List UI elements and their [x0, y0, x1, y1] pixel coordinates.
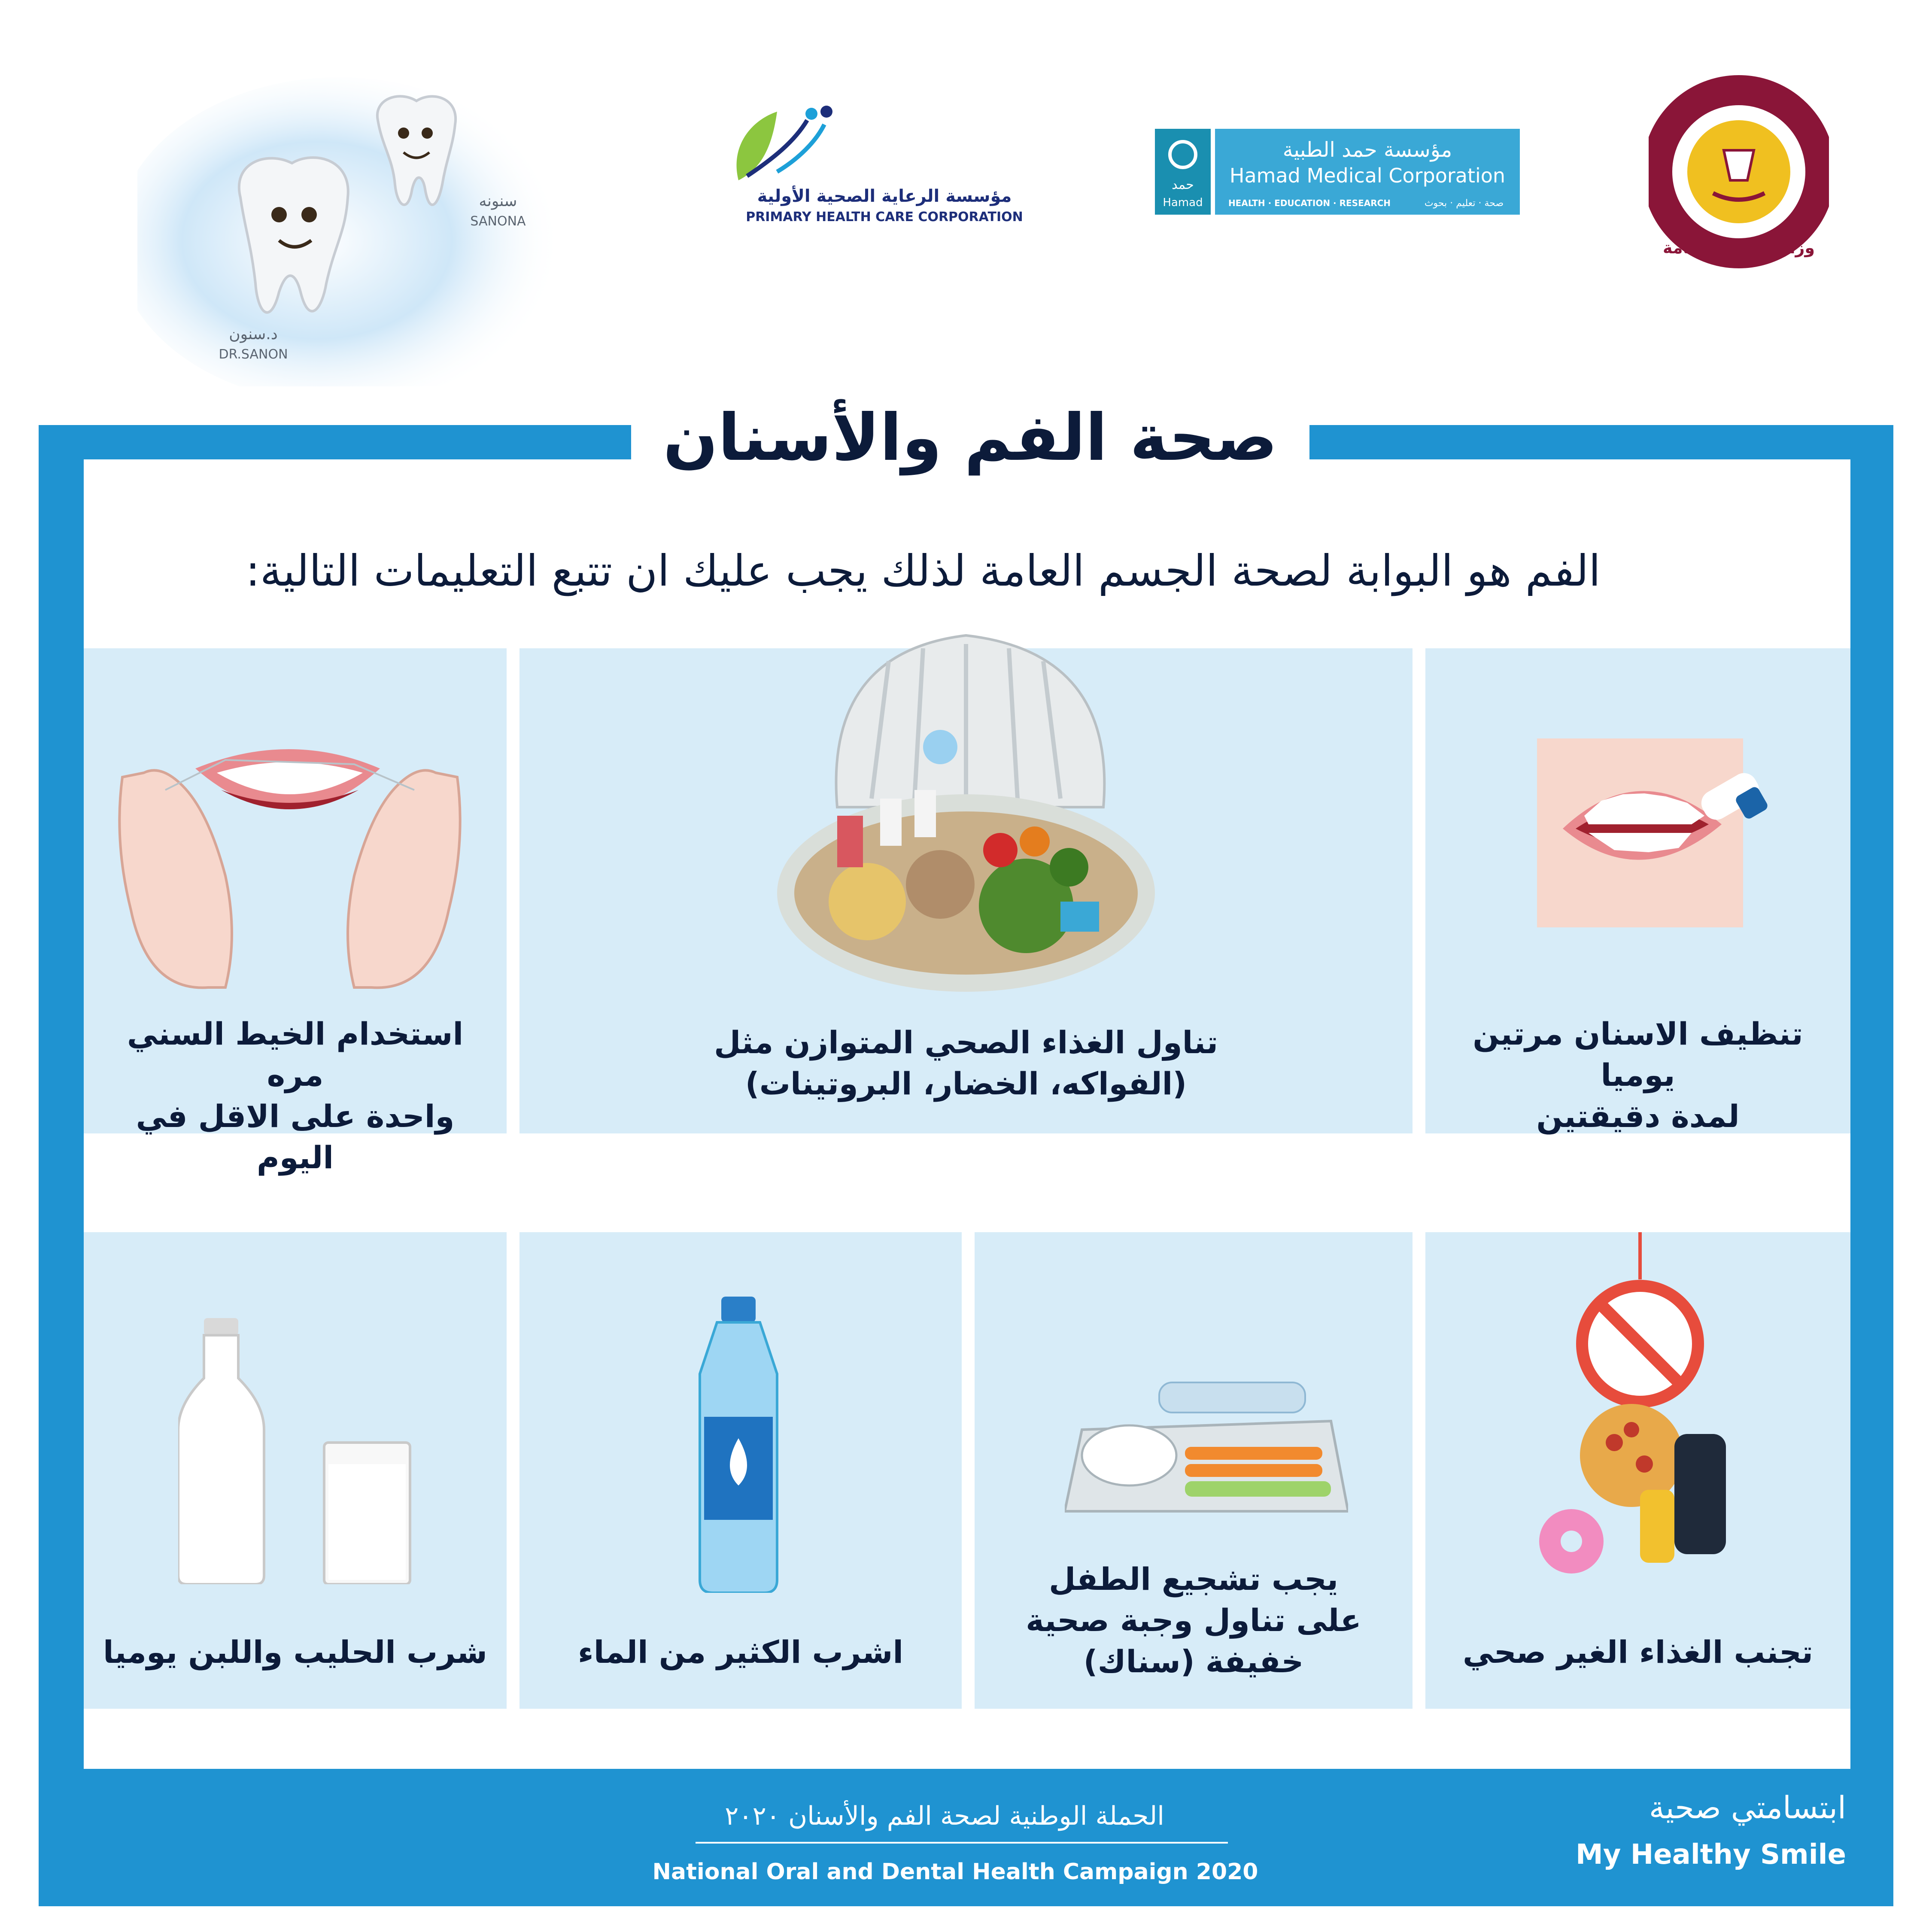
moph-logo	[1649, 64, 1829, 279]
yogurt-bowl-icon	[1082, 1425, 1176, 1485]
mascot-name-en-2: DR.SANON	[219, 347, 288, 362]
moph-ministry-name: وزارة الصحة العامة	[1662, 238, 1815, 257]
moph-state-name: دولة قطر	[1690, 84, 1788, 108]
milk-bottle-glass-icon	[178, 1318, 419, 1584]
right-hand-icon	[348, 770, 460, 987]
water-bottle-icon	[691, 1297, 786, 1593]
brush-line-2: لمدة دقيقتين	[1536, 1098, 1740, 1134]
title-box	[631, 386, 1309, 489]
footer-divider	[696, 1842, 1228, 1844]
water-drop-icon	[923, 730, 957, 764]
floss-line-2: واحدة على الاقل في اليوم	[136, 1098, 455, 1176]
card-avoid-unhealthy	[1425, 1232, 1850, 1709]
snack-line-3: خفيفة (سناك)	[1083, 1643, 1304, 1680]
juice-bottle-icon	[1640, 1490, 1674, 1563]
card-healthy-snack	[975, 1232, 1413, 1709]
campaign-name-en: National Oral and Dental Health Campaign 2020	[652, 1859, 1258, 1885]
page-title: صحة الفم والأسنان	[663, 401, 1278, 475]
food-line-1: تناول الغذاء الصحي المتوازن مثل	[714, 1024, 1218, 1060]
brush-line-1: تنظيف الاسنان مرتين يوميا	[1473, 1016, 1803, 1093]
flossing-hands-icon	[97, 713, 483, 992]
campaign-name-ar: الحملة الوطنية لصحة الفم والأسنان ٢٠٢٠	[725, 1801, 1164, 1831]
hmc-tagline: HEALTH · EDUCATION · RESEARCH	[1228, 198, 1391, 208]
junk-food-icon	[1528, 1232, 1752, 1589]
brushing-mouth-icon	[1537, 738, 1769, 945]
phcc-logo	[713, 94, 1065, 232]
phcc-name-ar: مؤسسة الرعاية الصحية الأولية	[757, 186, 1012, 206]
card-healthy-food	[519, 648, 1413, 1133]
snack-line-1: يجب تشجيع الطفل	[1049, 1561, 1338, 1597]
card-brush	[1425, 648, 1850, 1133]
mascot-name-ar-2: د.سنون	[229, 325, 278, 343]
hmc-name-en: Hamad Medical Corporation	[1229, 164, 1506, 187]
mascot-logo	[137, 60, 584, 386]
snack-line-2: على تناول وجبة صحية	[1026, 1602, 1361, 1638]
slogan-ar: ابتسامتي صحية	[1649, 1789, 1846, 1826]
slogan-en: My Healthy Smile	[1576, 1839, 1846, 1871]
hmc-tagline-ar: صحة · تعليم · بحوث	[1424, 198, 1504, 209]
floss-line-1: استخدام الخيط السني مره	[127, 1016, 464, 1093]
hmc-logo	[1155, 129, 1520, 215]
hmc-name-ar: مؤسسة حمد الطبية	[1282, 138, 1452, 162]
healthy-food-shell-icon	[760, 627, 1172, 1005]
card-drink-milk	[84, 1232, 507, 1709]
card-drink-water	[519, 1232, 962, 1709]
water-bottle-icon	[1159, 1382, 1305, 1413]
hmc-badge-en: Hamad	[1163, 196, 1203, 209]
mascot-name-ar-1: سنونه	[479, 192, 517, 210]
card-floss	[84, 648, 507, 1176]
intro-text: الفم هو البوابة لصحة الجسم العامة لذلك يجب عليك ان تتبع التعليمات التالية:	[246, 546, 1601, 596]
soda-can-icon	[1674, 1434, 1726, 1554]
mascot-name-en-1: SANONA	[470, 214, 526, 229]
cucumber-icon	[1185, 1481, 1331, 1497]
avoid-line-1: تجنب الغذاء الغير صحي	[1462, 1634, 1813, 1670]
milk-line-1: شرب الحليب واللبن يوميا	[103, 1634, 487, 1670]
food-line-2: (الفواكه، الخضار، البروتينات)	[745, 1066, 1187, 1102]
milk-bottle-icon	[178, 1335, 264, 1584]
phcc-name-en: PRIMARY HEALTH CARE CORPORATION	[746, 210, 1023, 225]
snack-tray-icon	[1065, 1370, 1348, 1533]
left-hand-icon	[119, 770, 232, 987]
glow-shape	[137, 77, 562, 386]
hmc-badge-ar: حمد	[1172, 177, 1194, 192]
water-line-1: اشرب الكثير من الماء	[577, 1634, 904, 1670]
